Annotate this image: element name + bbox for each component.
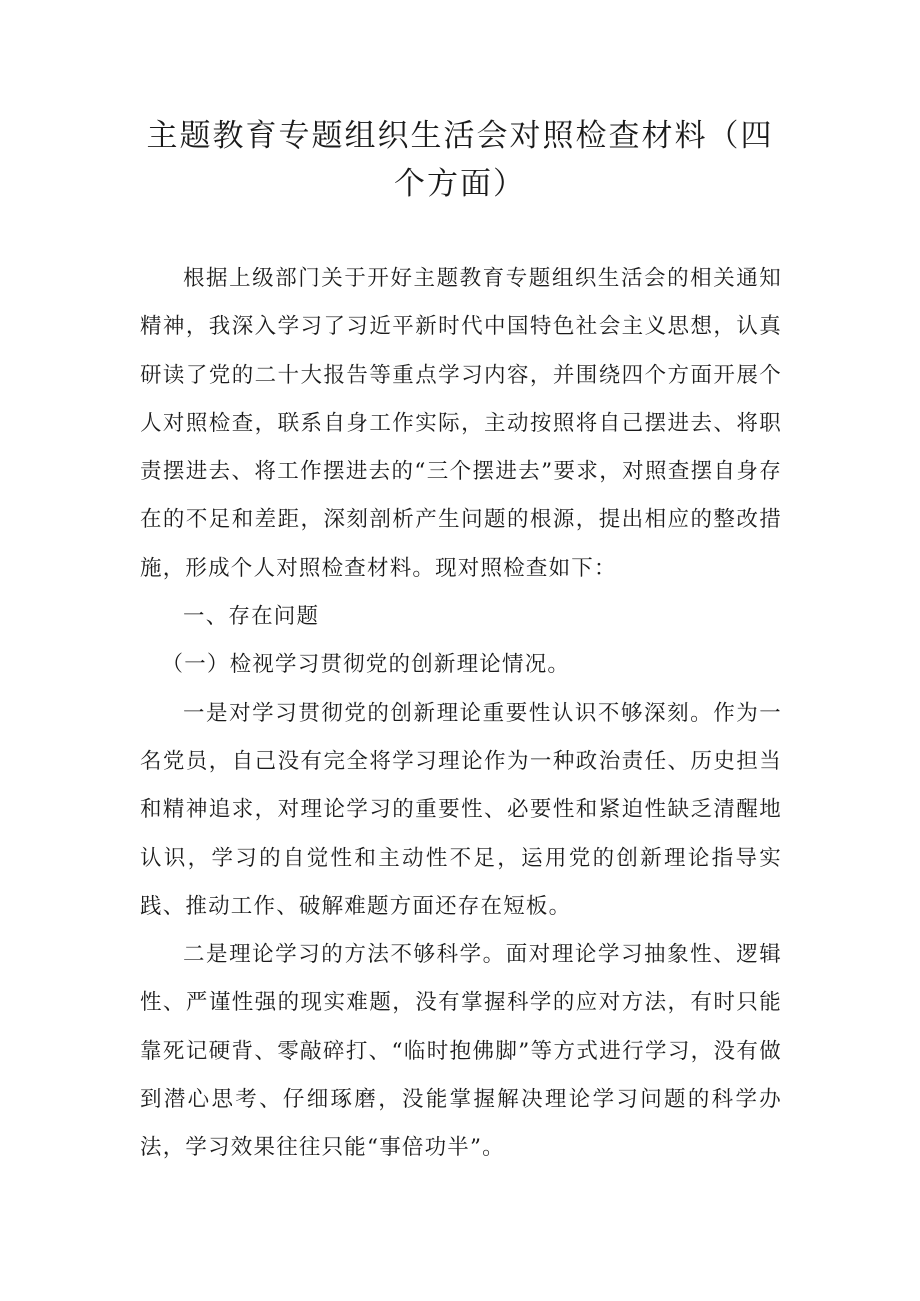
intro-paragraph: 根据上级部门关于开好主题教育专题组织生活会的相关通知精神，我深入学习了习近平新时代中国特色社会主义思想，认真研读了党的二十大报告等重点学习内容，并围绕四个方面开展个人对照检查，联系自身工作实际，主动按照将自己摆进去、将职责摆进去、将工作摆进去的“三个摆进去”要求，对照查摆自身存在的不足和差距，深刻剖析产生问题的根源，提出相应的整改措施，形成个人对照检查材料。现对照检查如下：	[140, 266, 782, 581]
subsection-heading: （一）检视学习贯彻党的创新理论情况。	[161, 652, 571, 678]
point-one-paragraph: 一是对学习贯彻党的创新理论重要性认识不够深刻。作为一名党员，自己没有完全将学习理论作为一种政治责任、历史担当和精神追求，对理论学习的重要性、必要性和紧迫性缺乏清醒地认识，学习的自觉性和主动性不足，运用党的创新理论指导实践、推动工作、破解难题方面还存在短板。	[140, 700, 782, 919]
point-two-paragraph: 二是理论学习的方法不够科学。面对理论学习抽象性、逻辑性、严谨性强的现实难题，没有掌握科学的应对方法，有时只能靠死记硬背、零敲碎打、“临时抱佛脚”等方式进行学习，没有做到潜心思考、仔细琢磨，没能掌握解决理论学习问题的科学办法，学习效果往往只能“事倍功半”。	[140, 942, 782, 1161]
document-body	[140, 255, 782, 1173]
document-title: 主题教育专题组织生活会对照检查材料（四个方面）	[146, 118, 774, 202]
section-heading: 一、存在问题	[183, 604, 320, 630]
